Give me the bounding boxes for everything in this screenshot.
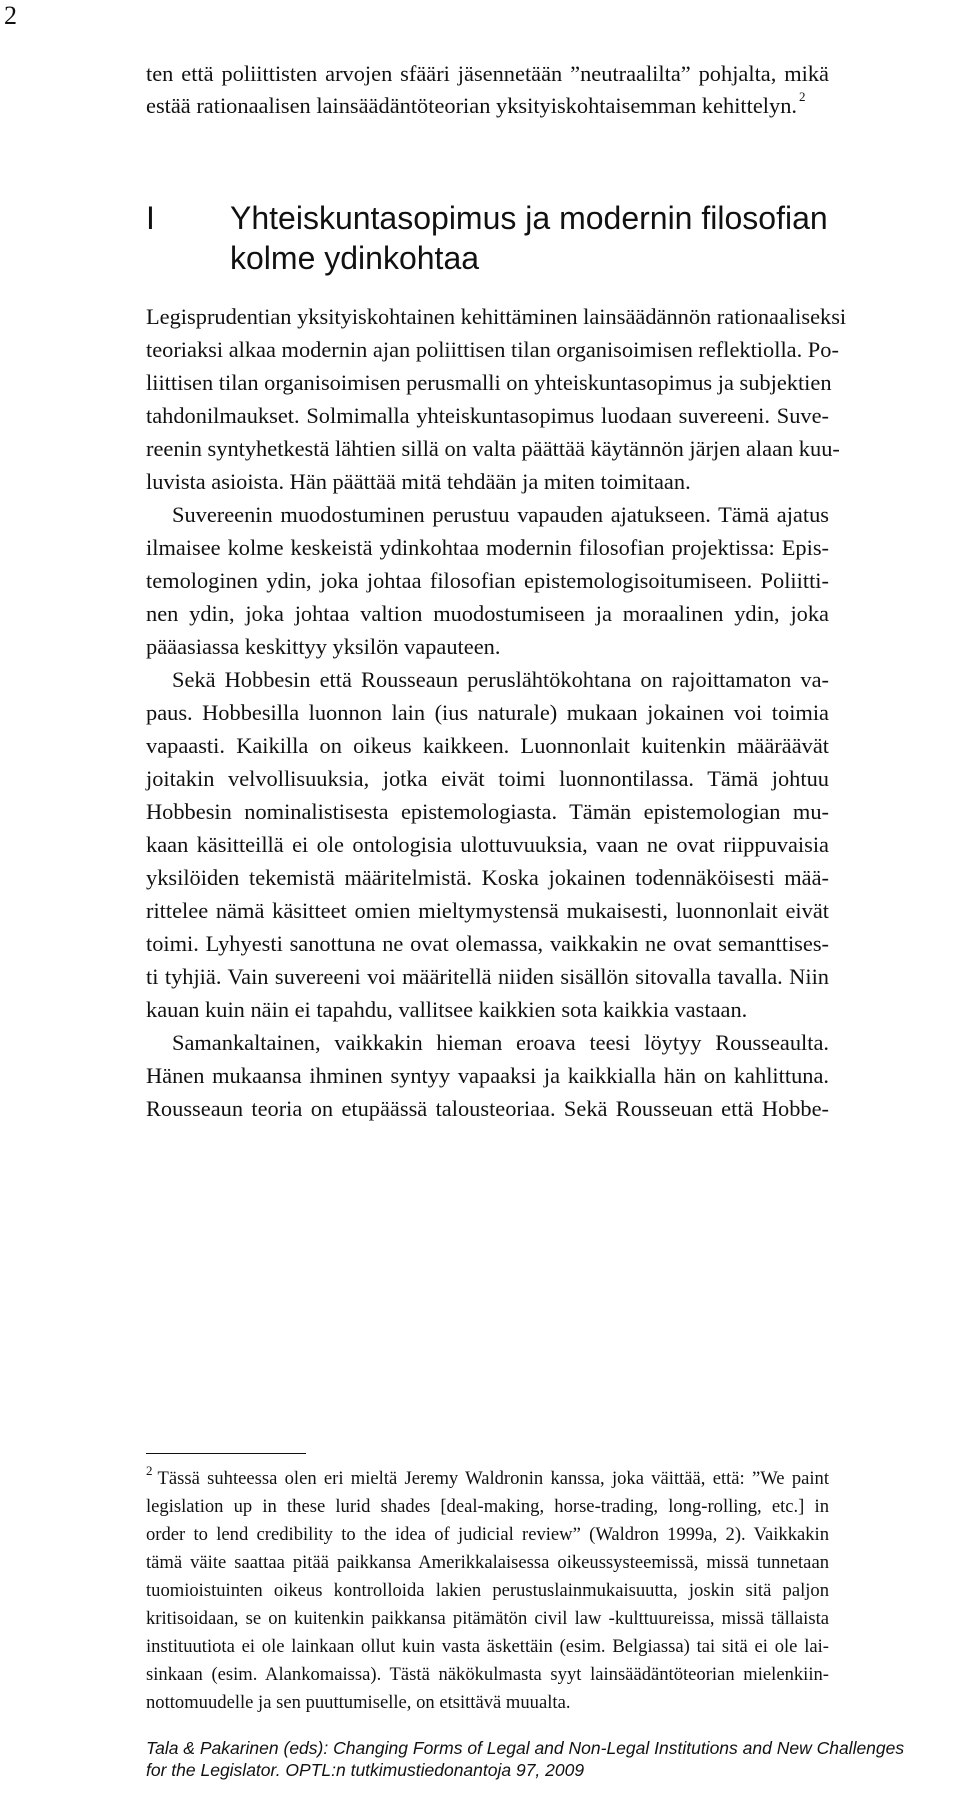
footnote-divider	[146, 1453, 306, 1454]
body-line: Hobbesin nominalistisesta epistemologiasta. Tämän epistemologian mu-	[146, 799, 829, 824]
body-line: teoriaksi alkaa modernin ajan poliittisen tilan organisoimisen reflektiolla. Po-	[146, 337, 839, 362]
body-line: pääasiassa keskittyy yksilön vapauteen.	[146, 634, 501, 659]
footnote-line: sinkaan (esim. Alankomaissa). Tästä näkökulmasta syyt lainsäädäntöteorian mielenkiin-	[146, 1664, 829, 1685]
body-line: yksilöiden tekemistä määritelmistä. Koska jokainen todennäköisesti mää-	[146, 865, 829, 890]
intro-line-1: ten että poliittisten arvojen sfääri jäsennetään ”neutraalilta” pohjalta, mikä	[146, 61, 829, 86]
body-line: reenin syntyhetkestä lähtien sillä on valta päättää käytännön järjen alaan kuu-	[146, 436, 840, 461]
footnote-line: tuomioistuinten oikeus kontrolloida lakien perustuslainmukaisuutta, joskin sitä paljon	[146, 1580, 829, 1601]
running-footer	[146, 1737, 946, 1781]
footnote-marker: 2	[146, 1463, 153, 1478]
body-line: kaan käsitteillä ei ole ontologisia ulottuvuuksia, vaan ne ovat riippuvaisia	[146, 832, 829, 857]
footnote-line	[146, 1465, 829, 1493]
page-number: 2	[4, 1, 17, 30]
section-title: Yhteiskuntasopimus ja modernin filosofian kolme ydinkohtaa	[230, 200, 828, 276]
footnote-reference[interactable]: 2	[799, 89, 806, 104]
footnote-line: tämä väite saattaa pitää paikkansa Amerikkalaisessa oikeussysteemissä, missä tunnetaan	[146, 1552, 829, 1573]
intro-line-2-text: estää rationaalisen lainsäädäntöteorian yksityiskohtaisemman kehittelyn.	[146, 93, 798, 118]
footnote-line: kritisoidaan, se on kuitenkin paikkansa pitämätön civil law -kulttuureissa, missä tällaista	[146, 1608, 829, 1629]
intro-line-2	[146, 90, 829, 122]
section-number: I	[146, 200, 155, 236]
body-line: tahdonilmaukset. Solmimalla yhteiskuntasopimus luodaan suvereeni. Suve-	[146, 403, 829, 428]
body-line: joitakin velvollisuuksia, jotka eivät toimi luonnontilassa. Tämä johtuu	[146, 766, 829, 791]
footnote-line: instituutiota ei ole lainkaan ollut kuin vasta äskettäin (esim. Belgiassa) tai sitä ei ole lai-	[146, 1636, 829, 1657]
running-footer-line-1: Tala & Pakarinen (eds): Changing Forms of Legal and Non-Legal Institutions and New Challenges	[146, 1738, 905, 1758]
running-footer-line-2: for the Legislator. OPTL:n tutkimustiedonantoja 97, 2009	[146, 1760, 585, 1780]
body-line: Legisprudentian yksityiskohtainen kehittäminen lainsäädännön rationaaliseksi	[146, 304, 847, 329]
body-line: temologinen ydin, joka johtaa filosofian epistemologisoitumiseen. Poliitti-	[146, 568, 829, 593]
body-line: liittisen tilan organisoimisen perusmalli on yhteiskuntasopimus ja subjektien	[146, 370, 832, 395]
body-line: Samankaltainen, vaikkakin hieman eroava teesi löytyy Rousseaulta.	[172, 1030, 829, 1055]
body-line: kauan kuin näin ei tapahdu, vallitsee kaikkien sota kaikkia vastaan.	[146, 997, 748, 1022]
body-line: vapaasti. Kaikilla on oikeus kaikkeen. Luonnonlait kuitenkin määräävät	[146, 733, 829, 758]
body-line: toimi. Lyhyesti sanottuna ne ovat olemassa, vaikkakin ne ovat semanttises-	[146, 931, 829, 956]
body-line: nen ydin, joka johtaa valtion muodostumiseen ja moraalinen ydin, joka	[146, 601, 829, 626]
body-line: ti tyhjiä. Vain suvereeni voi määritellä niiden sisällön sitovalla tavalla. Niin	[146, 964, 829, 989]
body-line: luvista asioista. Hän päättää mitä tehdään ja miten toimitaan.	[146, 469, 691, 494]
footnote-line: order to lend credibility to the idea of judicial review” (Waldron 1999a, 2). Vaikkakin	[146, 1524, 829, 1545]
body-line: paus. Hobbesilla luonnon lain (ius naturale) mukaan jokainen voi toimia	[146, 700, 829, 725]
footnote-line-text: Tässä suhteessa olen eri mieltä Jeremy Waldronin kanssa, joka väittää, että: ”We paint	[157, 1468, 829, 1489]
body-line: ilmaisee kolme keskeistä ydinkohtaa modernin filosofian projektissa: Epis-	[146, 535, 829, 560]
body-line: Sekä Hobbesin että Rousseaun peruslähtökohtana on rajoittamaton va-	[172, 667, 829, 692]
body-line: rittelee nämä käsitteet omien mieltymystensä mukaisesti, luonnonlait eivät	[146, 898, 829, 923]
body-line: Suvereenin muodostuminen perustuu vapauden ajatukseen. Tämä ajatus	[172, 502, 829, 527]
body-line: Rousseaun teoria on etupäässä talousteoriaa. Sekä Rousseuan että Hobbe-	[146, 1096, 829, 1121]
footnote-line: legislation up in these lurid shades [deal-making, horse-trading, long-rolling, etc.] in	[146, 1496, 829, 1517]
footnote-line: nottomuudelle ja sen puuttumiselle, on etsittävä muualta.	[146, 1692, 571, 1713]
body-line: Hänen mukaansa ihminen syntyy vapaaksi ja kaikkialla hän on kahlittuna.	[146, 1063, 829, 1088]
